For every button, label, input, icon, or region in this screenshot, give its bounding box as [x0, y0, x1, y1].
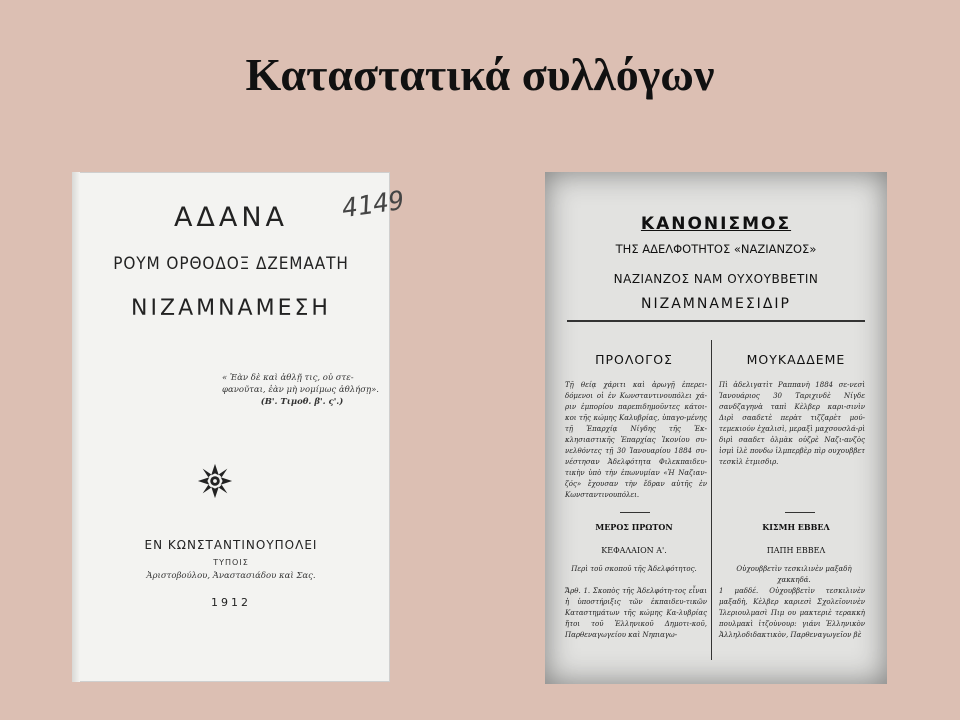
slide-title: Καταστατικά συλλόγων: [245, 49, 715, 100]
column-divider: [711, 340, 712, 660]
horizontal-rule: [567, 320, 865, 322]
left-document-image: [72, 172, 407, 682]
document-title: ΑΔΑΝΑ: [173, 202, 289, 233]
right-chapter-subtitle: Οὐχουββετὶν τεσκιλινὲν μαξαδὴ χακκηδά.: [736, 565, 852, 584]
mukaddeme-heading: ΜΟΥΚΑΔΔΕΜΕ: [746, 352, 846, 367]
document-main-title: ΝΙΖΑΜΝΑΜΕΣΗ: [131, 296, 331, 321]
part-heading: ΜΕΡΟΣ ΠΡΩΤΟΝ: [595, 522, 673, 532]
right-article-text: 1 μαδδέ. Οὐχουββετὶν τεσκιλινὲν μαξαδὴ, Κὲλβερ καριεσὶ Σχολεῖονινὲν Ἰλεριουλμασὶ Πιμ ου μακτεριὲ τερακκὴ πουλμακὶ ἰτζοὺνουρ: γιάνι Ἑλληνικὸν Ἀλληλοδιδακτικὸν, Παρθεναγωγεῖον βὲ: [719, 587, 865, 639]
quote-reference: (Β'. Τιμοθ. β'. ς'.): [260, 397, 344, 407]
handwritten-number: 4149: [340, 185, 407, 225]
document-subtitle-turkish: ΝΑΖΙΑΝΖΟΣ ΝΑΜ ΟΥΧΟΥΒΒΕΤΙΝ: [613, 272, 819, 286]
document-subtitle: ΡΟΥΜ ΟΡΘΟΔΟΞ ΔΖΕΜΑΑΤΗ: [113, 254, 349, 274]
mukaddeme-text: Πὶ ἀδελιγατὶτ Ραππανὴ 1884 σε-νεσὶ Ἰανουάριος 30 Ταριχινδὲ Νίγδε σανδζαγηνὰ ταπὶ Κὲλβερ καρι-σινὶν Διρὶ σααδετὲ περὰτ τιζζαρὲτ μού-τεμεκιούν ἐχαλισὶ, μεραξὶ μαχσουσλά-ρὶ διρὶ σααδετ ὀλμὰκ οὐζρὲ Ναζι-ανζὸς ἰσμὶ ἰλὲ πονδω ἱλμπερβὲρ πὶρ ουχουββετ τεσκὶλ ἐτμισδιρ.: [719, 381, 866, 466]
epigraph-quote: [222, 372, 382, 408]
chapter-subtitle: Περὶ τοῦ σκοποῦ τῆς Ἀδελφότητος.: [571, 565, 697, 573]
article-text: Ἄρθ. 1. Σκοπὸς τῆς Ἀδελφότη-τος εἶναι ἡ ὑποστήριξις τῶν ἐκπαιδευ-τικῶν Καταστημάτων τῆς κώμης Κα-λυβρίας ἤτοι τοῦ Ἑλληνικοῦ Δημοτι-κοῦ, Παρθεναγωγείου καὶ Νηπιαγω-: [565, 587, 707, 639]
right-part-heading: ΚΙΣΜΗ ΕΒΒΕΛ: [762, 522, 830, 532]
document-subtitle: ΤΗΣ ΑΔΕΛΦΟΤΗΤΟΣ «ΝΑΖΙΑΝΖΟΣ»: [615, 242, 817, 256]
publication-year: 1912: [211, 596, 251, 609]
right-chapter-heading: ΠΑΠΗ ΕΒΒΕΛ: [766, 546, 826, 555]
quote-line: φανοῦται, ἐὰν μὴ νομίμως ἀθλήσῃ».: [222, 385, 380, 395]
quote-line: « Ἐὰν δὲ καὶ ἀθλῇ τις, οὐ στε-: [222, 373, 354, 383]
printer-label: ΤΥΠΟΙΣ: [213, 558, 249, 567]
document-title: ΚΑΝΟΝΙΣΜΟΣ: [640, 214, 792, 234]
prologue-text: Τῇ θείᾳ χάριτι καὶ ἀρωγῇ ἐπερει-δόμενοι οἱ ἐν Κωνσταντινουπόλει χά-ριν ἐμπορίου παρεπιδημοῦντες κάτοι-κοι τῆς κώμης Καλυβρίας, ὑπαγο-μένης τῇ Ἐπαρχίᾳ Νίγδης τῆς Ἐκ-κλησιαστικῆς Ἐπαρχίας Ἰκονίου συ-νελθόντες τῇ 30 Ἰανουαρίου 1884 συ-νέστησαν Ἀδελφότητα Φιλεκπαιδευ-τικὴν ὑπὸ τὴν ἐπωνυμίαν «Ἡ Ναζιαν-ζός» ἔχουσαν τὴν ἕδραν αὐτῆς ἐν Κωνσταντινουπόλει.: [565, 381, 707, 499]
printer-name: Ἀριστοβούλου, Ἀναστασιάδου καὶ Σας.: [146, 571, 316, 581]
publication-place: ΕΝ ΚΩΝΣΤΑΝΤΙΝΟΥΠΟΛΕΙ: [144, 538, 318, 552]
prologue-heading: ΠΡΟΛΟΓΟΣ: [595, 352, 673, 367]
document-main-title: ΝΙΖΑΜΝΑΜΕΣΙΔΙΡ: [641, 296, 791, 312]
ornament-rule: [620, 512, 650, 513]
chapter-heading: ΚΕΦΑΛΑΙΟΝ Α'.: [601, 546, 667, 555]
ornament-emblem-icon: [196, 462, 234, 500]
right-document-image: [545, 172, 887, 684]
ornament-rule: [785, 512, 815, 513]
